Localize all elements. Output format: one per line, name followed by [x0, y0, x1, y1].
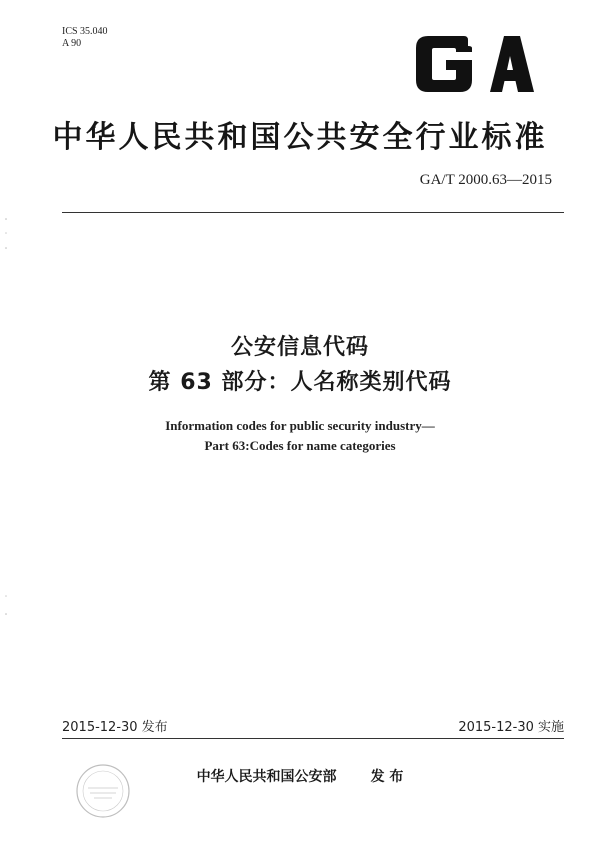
scan-artifact — [4, 590, 8, 630]
document-title-cn: 公安信息代码 — [230, 335, 369, 360]
implementation-date: 2015-12-30 实施 — [458, 720, 564, 735]
ccs-code: A 90 — [62, 38, 82, 49]
scan-artifact — [4, 215, 8, 255]
document-title-en: Information codes for public security industry— — [165, 418, 435, 433]
document-subtitle-en: Part 63:Codes for name categories — [204, 438, 396, 453]
header-divider — [62, 212, 564, 213]
standard-number: GA/T 2000.63—2015 — [419, 172, 552, 188]
issuer-action: 发 布 — [370, 769, 404, 785]
standard-body-title: 中华人民共和国公共安全行业标准 — [52, 120, 548, 155]
classification-block — [62, 26, 108, 50]
document-subtitle-cn: 第 63 部分：人名称类别代码 — [148, 370, 452, 395]
issue-date: 2015-12-30 发布 — [62, 720, 168, 735]
footer-divider — [62, 738, 564, 739]
ga-logo — [416, 36, 534, 92]
issuer-name: 中华人民共和国公安部 — [196, 769, 337, 785]
issuer-line — [0, 766, 600, 786]
ics-code: ICS 35.040 — [62, 26, 108, 37]
